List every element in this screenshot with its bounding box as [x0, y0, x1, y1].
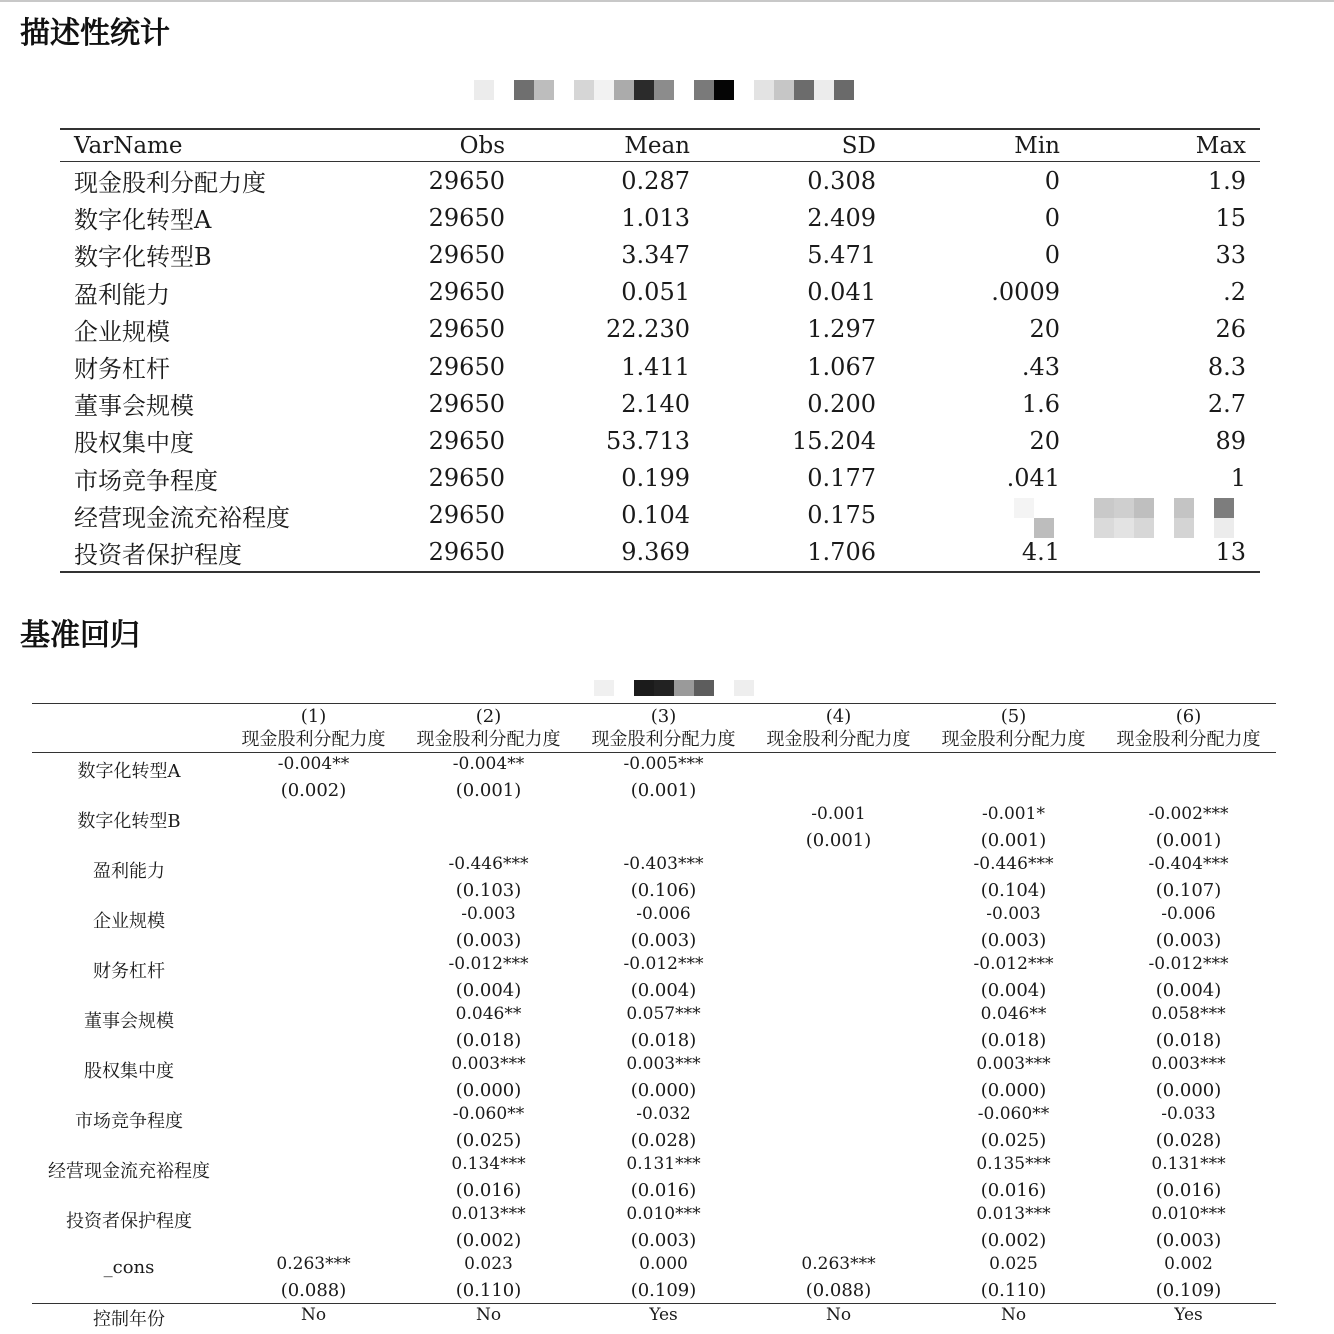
table-cell: 1.6	[1021, 389, 1060, 418]
dependent-variable: 现金股利分配力度	[591, 729, 736, 750]
coefficient: -0.003	[986, 904, 1041, 924]
standard-error: (0.001)	[980, 830, 1047, 851]
coefficient: -0.012***	[623, 954, 704, 974]
variable-label: 市场竞争程度	[75, 1111, 183, 1132]
coefficient: 0.003***	[626, 1054, 701, 1074]
blurred-cell-overlay	[1014, 498, 1234, 518]
standard-error: (0.103)	[455, 880, 522, 901]
standard-error: (0.003)	[455, 930, 522, 951]
coefficient: -0.033	[1161, 1104, 1216, 1124]
control-value: No	[1000, 1305, 1027, 1325]
column-number: (5)	[1000, 706, 1027, 727]
section-title-descriptive: 描述性统计	[20, 16, 170, 51]
header-blank	[32, 704, 226, 752]
table-cell: 1	[1230, 464, 1246, 493]
coefficient: 0.135***	[976, 1154, 1051, 1174]
coefficient: -0.032	[636, 1104, 691, 1124]
row-label: 财务杠杆	[74, 355, 170, 384]
table-row	[60, 162, 1260, 199]
coefficient: 0.131***	[1151, 1154, 1226, 1174]
column-number: (4)	[825, 706, 852, 727]
table-cell: 0.199	[621, 464, 690, 493]
row-label: 数字化转型A	[74, 206, 212, 235]
table-cell: 8.3	[1207, 352, 1246, 381]
coefficient: -0.060**	[452, 1104, 525, 1124]
row-label: 数字化转型B	[74, 243, 212, 272]
standard-error: (0.002)	[280, 780, 347, 801]
table-cell: 53.713	[606, 426, 690, 455]
table-cell: 1.297	[807, 315, 876, 344]
row-label: 股权集中度	[74, 429, 194, 458]
table-cell: 29650	[428, 426, 505, 455]
control-value: Yes	[649, 1305, 678, 1325]
coefficient: 0.002	[1164, 1254, 1213, 1274]
table-cell: 5.471	[807, 240, 876, 269]
standard-error: (0.001)	[630, 780, 697, 801]
standard-error: (0.088)	[805, 1280, 872, 1301]
header-max: Max	[1195, 132, 1246, 159]
table-cell: 89	[1215, 426, 1246, 455]
table-cell: 2.140	[621, 389, 690, 418]
table-row	[60, 199, 1260, 236]
dependent-variable: 现金股利分配力度	[766, 729, 911, 750]
dependent-variable: 现金股利分配力度	[241, 729, 386, 750]
blurred-table-caption-2	[594, 680, 754, 696]
table-cell: 1.067	[807, 352, 876, 381]
regression-row	[32, 903, 1276, 953]
standard-error: (0.003)	[630, 1230, 697, 1251]
coefficient: 0.013***	[976, 1204, 1051, 1224]
standard-error: (0.000)	[455, 1080, 522, 1101]
table-cell: 1.9	[1207, 166, 1246, 195]
regression-row	[32, 1203, 1276, 1253]
coefficient: 0.013***	[451, 1204, 526, 1224]
regression-table	[32, 703, 1276, 1334]
coefficient: -0.001*	[982, 804, 1045, 824]
section-title-regression: 基准回归	[20, 618, 140, 653]
column-number: (3)	[650, 706, 677, 727]
row-label: 现金股利分配力度	[74, 169, 266, 198]
column-header	[401, 704, 576, 752]
coefficient: -0.403***	[623, 854, 704, 874]
standard-error: (0.104)	[980, 880, 1047, 901]
table-cell: 1.411	[621, 352, 690, 381]
standard-error: (0.003)	[980, 930, 1047, 951]
row-label: 投资者保护程度	[74, 540, 242, 569]
row-label: 盈利能力	[74, 280, 170, 309]
standard-error: (0.001)	[1155, 830, 1222, 851]
standard-error: (0.001)	[805, 830, 872, 851]
table-cell: 0.041	[807, 278, 876, 307]
table-cell: 22.230	[606, 315, 690, 344]
table-cell: 29650	[428, 278, 505, 307]
control-value: Yes	[1174, 1305, 1203, 1325]
standard-error: (0.110)	[980, 1280, 1047, 1301]
table-cell: 0.104	[621, 501, 690, 530]
column-header	[226, 704, 401, 752]
table-cell: 29650	[428, 240, 505, 269]
coefficient: -0.012***	[1148, 954, 1229, 974]
standard-error: (0.000)	[1155, 1080, 1222, 1101]
table-cell: 3.347	[621, 240, 690, 269]
table-cell: 13	[1215, 538, 1246, 567]
table-cell: 0.200	[807, 389, 876, 418]
standard-error: (0.025)	[980, 1130, 1047, 1151]
regression-row	[32, 1153, 1276, 1203]
table-cell: 29650	[428, 501, 505, 530]
coefficient: 0.003***	[976, 1054, 1051, 1074]
table-row	[60, 385, 1260, 422]
regression-body	[32, 753, 1276, 1303]
table-cell: 0.051	[621, 278, 690, 307]
standard-error: (0.001)	[455, 780, 522, 801]
header-sd: SD	[841, 132, 876, 159]
standard-error: (0.109)	[1155, 1280, 1222, 1301]
regression-header-row	[32, 704, 1276, 753]
variable-label: 股权集中度	[84, 1061, 174, 1082]
variable-label: 投资者保护程度	[66, 1211, 192, 1232]
variable-label: 企业规模	[93, 911, 165, 932]
table-cell: 0.308	[807, 166, 876, 195]
standard-error: (0.018)	[455, 1030, 522, 1051]
coefficient: -0.006	[1161, 904, 1216, 924]
table-cell: 0	[1044, 166, 1060, 195]
coefficient: -0.060**	[977, 1104, 1050, 1124]
table-cell: 0.177	[807, 464, 876, 493]
standard-error: (0.004)	[980, 980, 1047, 1001]
variable-label: 财务杠杆	[93, 961, 165, 982]
control-label: 控制年份	[93, 1309, 165, 1330]
coefficient: -0.002***	[1148, 804, 1229, 824]
table-row	[60, 236, 1260, 273]
table-cell: .43	[1021, 352, 1060, 381]
row-label: 经营现金流充裕程度	[74, 503, 290, 532]
standard-error: (0.002)	[455, 1230, 522, 1251]
standard-error: (0.110)	[455, 1280, 522, 1301]
standard-error: (0.016)	[980, 1180, 1047, 1201]
standard-error: (0.003)	[1155, 930, 1222, 951]
row-label: 企业规模	[74, 317, 170, 346]
coefficient: -0.012***	[448, 954, 529, 974]
table-row	[60, 311, 1260, 348]
coefficient: 0.025	[989, 1254, 1038, 1274]
table-row	[60, 348, 1260, 385]
standard-error: (0.025)	[455, 1130, 522, 1151]
column-number: (1)	[300, 706, 327, 727]
dependent-variable: 现金股利分配力度	[941, 729, 1086, 750]
table-cell: .041	[1006, 464, 1060, 493]
standard-error: (0.018)	[980, 1030, 1047, 1051]
coefficient: -0.001	[811, 804, 866, 824]
coefficient: 0.010***	[1151, 1204, 1226, 1224]
coefficient: 0.263***	[801, 1254, 876, 1274]
standard-error: (0.109)	[630, 1280, 697, 1301]
standard-error: (0.003)	[630, 930, 697, 951]
table-cell: 26	[1215, 315, 1246, 344]
coefficient: 0.046**	[455, 1004, 522, 1024]
table-cell: 0.287	[621, 166, 690, 195]
regression-row	[32, 1253, 1276, 1303]
variable-label: 经营现金流充裕程度	[48, 1161, 210, 1182]
table-cell: .0009	[991, 278, 1060, 307]
standard-error: (0.016)	[455, 1180, 522, 1201]
coefficient: 0.134***	[451, 1154, 526, 1174]
table-cell: 1.013	[621, 203, 690, 232]
table-cell: 1.706	[807, 538, 876, 567]
table-row	[60, 422, 1260, 459]
standard-error: (0.000)	[630, 1080, 697, 1101]
standard-error: (0.028)	[1155, 1130, 1222, 1151]
column-header	[576, 704, 751, 752]
table-cell: 29650	[428, 389, 505, 418]
column-header	[1101, 704, 1276, 752]
variable-label: 数字化转型B	[77, 811, 181, 832]
coefficient: -0.004**	[452, 754, 525, 774]
row-label: 董事会规模	[74, 392, 194, 421]
coefficient: 0.131***	[626, 1154, 701, 1174]
dependent-variable: 现金股利分配力度	[416, 729, 561, 750]
top-divider	[0, 0, 1334, 2]
table-cell: 33	[1215, 240, 1246, 269]
coefficient: -0.006	[636, 904, 691, 924]
header-mean: Mean	[624, 132, 690, 159]
standard-error: (0.028)	[630, 1130, 697, 1151]
table-cell: 29650	[428, 464, 505, 493]
control-value: No	[825, 1305, 852, 1325]
table-cell: 15.204	[792, 426, 876, 455]
table-cell: 0	[1044, 240, 1060, 269]
table-cell: 29650	[428, 352, 505, 381]
table-cell: .2	[1223, 278, 1246, 307]
table-row	[60, 460, 1260, 497]
regression-row	[32, 1053, 1276, 1103]
standard-error: (0.016)	[630, 1180, 697, 1201]
regression-row	[32, 1003, 1276, 1053]
table-cell: 29650	[428, 538, 505, 567]
coefficient: 0.058***	[1151, 1004, 1226, 1024]
coefficient: 0.057***	[626, 1004, 701, 1024]
table-cell: 0.175	[807, 501, 876, 530]
variable-label: _cons	[103, 1257, 155, 1278]
table-cell: 2.7	[1207, 389, 1246, 418]
variable-label: 盈利能力	[93, 861, 165, 882]
column-number: (2)	[475, 706, 502, 727]
table-cell: 4.1	[1021, 538, 1060, 567]
standard-error: (0.004)	[455, 980, 522, 1001]
regression-row	[32, 953, 1276, 1003]
control-value: No	[300, 1305, 327, 1325]
coefficient: -0.003	[461, 904, 516, 924]
standard-error: (0.000)	[980, 1080, 1047, 1101]
regression-row	[32, 1103, 1276, 1153]
table-cell: 0	[1044, 203, 1060, 232]
standard-error: (0.003)	[1155, 1230, 1222, 1251]
row-label: 市场竞争程度	[74, 466, 218, 495]
standard-error: (0.018)	[1155, 1030, 1222, 1051]
standard-error: (0.107)	[1155, 880, 1222, 901]
standard-error: (0.004)	[1155, 980, 1222, 1001]
coefficient: -0.005***	[623, 754, 704, 774]
column-header	[751, 704, 926, 752]
coefficient: -0.004**	[277, 754, 350, 774]
coefficient: -0.446***	[973, 854, 1054, 874]
table-row	[60, 534, 1260, 571]
blurred-cell-overlay-2	[1014, 518, 1234, 538]
column-header	[926, 704, 1101, 752]
regression-controls	[32, 1304, 1276, 1334]
table-header-row	[60, 130, 1260, 162]
regression-row	[32, 803, 1276, 853]
variable-label: 董事会规模	[84, 1011, 174, 1032]
blurred-table-caption	[474, 80, 854, 100]
standard-error: (0.088)	[280, 1280, 347, 1301]
table-cell: 29650	[428, 166, 505, 195]
table-row	[60, 274, 1260, 311]
table-cell: 29650	[428, 315, 505, 344]
table-cell: 20	[1029, 315, 1060, 344]
coefficient: 0.003***	[1151, 1054, 1226, 1074]
coefficient: 0.010***	[626, 1204, 701, 1224]
header-min: Min	[1014, 132, 1060, 159]
standard-error: (0.018)	[630, 1030, 697, 1051]
coefficient: 0.263***	[276, 1254, 351, 1274]
coefficient: 0.046**	[980, 1004, 1047, 1024]
coefficient: 0.003***	[451, 1054, 526, 1074]
table-cell: 20	[1029, 426, 1060, 455]
control-value: No	[475, 1305, 502, 1325]
coefficient: 0.000	[639, 1254, 688, 1274]
regression-row	[32, 853, 1276, 903]
header-obs: Obs	[459, 132, 505, 159]
standard-error: (0.004)	[630, 980, 697, 1001]
standard-error: (0.106)	[630, 880, 697, 901]
header-varname: VarName	[74, 132, 183, 159]
table-cell: 9.369	[621, 538, 690, 567]
control-row	[32, 1304, 1276, 1334]
coefficient: 0.023	[464, 1254, 513, 1274]
regression-row	[32, 753, 1276, 803]
dependent-variable: 现金股利分配力度	[1116, 729, 1261, 750]
table-cell: 15	[1215, 203, 1246, 232]
coefficient: -0.404***	[1148, 854, 1229, 874]
variable-label: 数字化转型A	[77, 761, 181, 782]
table-cell: 29650	[428, 203, 505, 232]
coefficient: -0.012***	[973, 954, 1054, 974]
standard-error: (0.016)	[1155, 1180, 1222, 1201]
coefficient: -0.446***	[448, 854, 529, 874]
column-number: (6)	[1175, 706, 1202, 727]
standard-error: (0.002)	[980, 1230, 1047, 1251]
table-cell: 2.409	[807, 203, 876, 232]
